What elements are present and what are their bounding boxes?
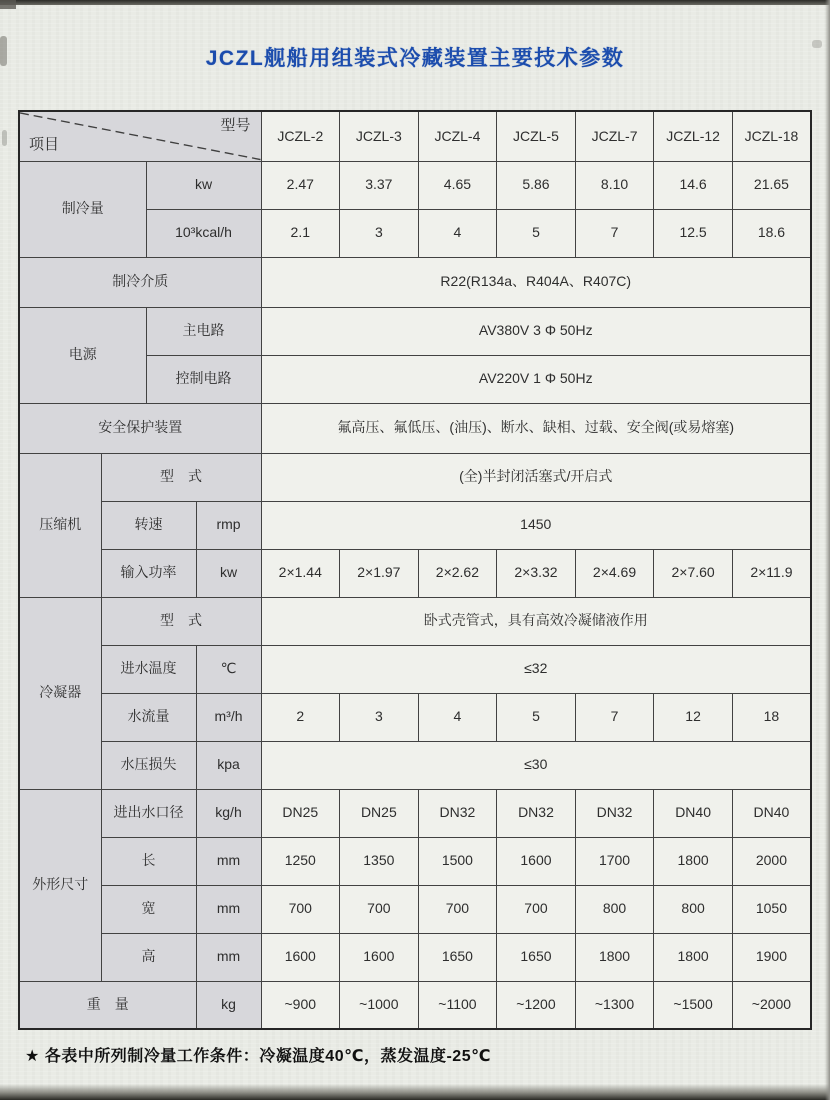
sub-label-condenser-type: 型 式 xyxy=(101,597,261,645)
cooling-kw-value: 8.10 xyxy=(575,161,654,209)
pressure-loss-value: ≤30 xyxy=(261,741,811,789)
width-value: 700 xyxy=(261,885,340,933)
label-safety-devices: 安全保护装置 xyxy=(19,403,261,453)
unit-mm: mm xyxy=(196,837,261,885)
model-header: JCZL-5 xyxy=(497,111,576,161)
safety-devices-value: 氟高压、氟低压、(油压)、断水、缺相、过载、安全阀(或易熔塞) xyxy=(261,403,811,453)
water-port-value: DN40 xyxy=(732,789,811,837)
sub-label-kcal: 10³kcal/h xyxy=(146,209,261,257)
cooling-kw-row xyxy=(19,161,811,209)
unit-m3h: m³/h xyxy=(196,693,261,741)
cooling-kcal-value: 3 xyxy=(340,209,419,257)
weight-value: ~1200 xyxy=(497,981,576,1029)
header-row xyxy=(19,111,811,161)
unit-kw: kw xyxy=(196,549,261,597)
weight-value: ~1300 xyxy=(575,981,654,1029)
sub-label-control-circuit: 控制电路 xyxy=(146,355,261,403)
weight-value: ~1100 xyxy=(418,981,497,1029)
refrigerant-row xyxy=(19,257,811,307)
unit-mm: mm xyxy=(196,933,261,981)
scan-edge-right xyxy=(825,0,830,1100)
model-header: JCZL-4 xyxy=(418,111,497,161)
height-value: 1800 xyxy=(654,933,733,981)
width-value: 1050 xyxy=(732,885,811,933)
group-label-condenser: 冷凝器 xyxy=(19,597,101,789)
sub-label-water-port: 进出水口径 xyxy=(101,789,196,837)
cooling-kw-value: 3.37 xyxy=(340,161,419,209)
model-header: JCZL-12 xyxy=(654,111,733,161)
cooling-kw-value: 21.65 xyxy=(732,161,811,209)
water-port-value: DN32 xyxy=(575,789,654,837)
scan-edge-top xyxy=(0,0,830,5)
safety-row xyxy=(19,403,811,453)
cooling-kcal-value: 4 xyxy=(418,209,497,257)
width-value: 700 xyxy=(340,885,419,933)
inlet-temp-value: ≤32 xyxy=(261,645,811,693)
group-label-compressor: 压缩机 xyxy=(19,453,101,597)
model-header: JCZL-2 xyxy=(261,111,340,161)
length-value: 1350 xyxy=(340,837,419,885)
compressor-speed-row xyxy=(19,501,811,549)
group-label-power: 电源 xyxy=(19,307,146,403)
sub-label-speed: 转速 xyxy=(101,501,196,549)
input-power-value: 2×7.60 xyxy=(654,549,733,597)
model-header: JCZL-3 xyxy=(340,111,419,161)
scan-smudge xyxy=(0,0,16,9)
length-value: 1500 xyxy=(418,837,497,885)
water-port-value: DN25 xyxy=(340,789,419,837)
water-flow-value: 18 xyxy=(732,693,811,741)
inlet-temp-row xyxy=(19,645,811,693)
page-title: JCZL舰船用组装式冷藏装置主要技术参数 xyxy=(205,47,625,70)
water-port-row xyxy=(19,789,811,837)
height-value: 1800 xyxy=(575,933,654,981)
condenser-type-value: 卧式壳管式，具有高效冷凝储液作用 xyxy=(261,597,811,645)
input-power-value: 2×2.62 xyxy=(418,549,497,597)
corner-header-cell xyxy=(19,111,261,161)
sub-label-inlet-temp: 进水温度 xyxy=(101,645,196,693)
height-row xyxy=(19,933,811,981)
power-main-row xyxy=(19,307,811,355)
length-value: 1800 xyxy=(654,837,733,885)
cooling-kcal-value: 7 xyxy=(575,209,654,257)
weight-value: ~2000 xyxy=(732,981,811,1029)
compressor-type-value: (全)半封闭活塞式/开启式 xyxy=(261,453,811,501)
sub-label-length: 长 xyxy=(101,837,196,885)
unit-kpa: kpa xyxy=(196,741,261,789)
unit-kgh: kg/h xyxy=(196,789,261,837)
width-value: 700 xyxy=(418,885,497,933)
model-header: JCZL-18 xyxy=(732,111,811,161)
scan-smudge xyxy=(2,130,7,146)
height-value: 1600 xyxy=(340,933,419,981)
water-flow-value: 7 xyxy=(575,693,654,741)
water-flow-row xyxy=(19,693,811,741)
spec-table xyxy=(18,110,812,1030)
height-value: 1650 xyxy=(418,933,497,981)
cooling-kw-value: 5.86 xyxy=(497,161,576,209)
water-port-value: DN32 xyxy=(497,789,576,837)
height-value: 1600 xyxy=(261,933,340,981)
height-value: 1900 xyxy=(732,933,811,981)
weight-value: ~1500 xyxy=(654,981,733,1029)
compressor-speed-value: 1450 xyxy=(261,501,811,549)
corner-label-items: 项目 xyxy=(29,135,60,153)
sub-label-water-flow: 水流量 xyxy=(101,693,196,741)
unit-rmp: rmp xyxy=(196,501,261,549)
width-row xyxy=(19,885,811,933)
water-flow-value: 2 xyxy=(261,693,340,741)
weight-value: ~900 xyxy=(261,981,340,1029)
cooling-kw-value: 2.47 xyxy=(261,161,340,209)
compressor-power-row xyxy=(19,549,811,597)
length-value: 2000 xyxy=(732,837,811,885)
width-value: 700 xyxy=(497,885,576,933)
cooling-kcal-value: 5 xyxy=(497,209,576,257)
refrigerant-value: R22(R134a、R404A、R407C) xyxy=(261,257,811,307)
cooling-kcal-value: 18.6 xyxy=(732,209,811,257)
cooling-kcal-value: 12.5 xyxy=(654,209,733,257)
weight-value: ~1000 xyxy=(340,981,419,1029)
condenser-type-row xyxy=(19,597,811,645)
unit-kg: kg xyxy=(196,981,261,1029)
pressure-loss-row xyxy=(19,741,811,789)
compressor-type-row xyxy=(19,453,811,501)
group-label-dimensions: 外形尺寸 xyxy=(19,789,101,981)
sub-label-main-circuit: 主电路 xyxy=(146,307,261,355)
sub-label-kw: kw xyxy=(146,161,261,209)
group-label-cooling-capacity: 制冷量 xyxy=(19,161,146,257)
length-value: 1700 xyxy=(575,837,654,885)
width-value: 800 xyxy=(654,885,733,933)
water-flow-value: 5 xyxy=(497,693,576,741)
width-value: 800 xyxy=(575,885,654,933)
input-power-value: 2×1.44 xyxy=(261,549,340,597)
main-circuit-value: AV380V 3 Φ 50Hz xyxy=(261,307,811,355)
sub-label-height: 高 xyxy=(101,933,196,981)
sub-label-pressure-loss: 水压损失 xyxy=(101,741,196,789)
height-value: 1650 xyxy=(497,933,576,981)
water-flow-value: 3 xyxy=(340,693,419,741)
scan-edge-bottom xyxy=(0,1084,830,1100)
water-flow-value: 12 xyxy=(654,693,733,741)
length-value: 1250 xyxy=(261,837,340,885)
water-port-value: DN40 xyxy=(654,789,733,837)
cooling-kw-value: 4.65 xyxy=(418,161,497,209)
unit-mm: mm xyxy=(196,885,261,933)
input-power-value: 2×1.97 xyxy=(340,549,419,597)
sub-label-input-power: 输入功率 xyxy=(101,549,196,597)
water-port-value: DN32 xyxy=(418,789,497,837)
label-weight: 重 量 xyxy=(19,981,196,1029)
input-power-value: 2×3.32 xyxy=(497,549,576,597)
corner-label-model: 型号 xyxy=(220,117,251,134)
length-value: 1600 xyxy=(497,837,576,885)
input-power-value: 2×11.9 xyxy=(732,549,811,597)
water-flow-value: 4 xyxy=(418,693,497,741)
model-header: JCZL-7 xyxy=(575,111,654,161)
cooling-kcal-value: 2.1 xyxy=(261,209,340,257)
sub-label-width: 宽 xyxy=(101,885,196,933)
label-refrigerant: 制冷介质 xyxy=(19,257,261,307)
input-power-value: 2×4.69 xyxy=(575,549,654,597)
length-row xyxy=(19,837,811,885)
control-circuit-value: AV220V 1 Φ 50Hz xyxy=(261,355,811,403)
cooling-kw-value: 14.6 xyxy=(654,161,733,209)
water-port-value: DN25 xyxy=(261,789,340,837)
weight-row xyxy=(19,981,811,1029)
sub-label-compressor-type: 型 式 xyxy=(101,453,261,501)
footnote: ★ 各表中所列制冷量工作条件：冷凝温度40℃，蒸发温度-25℃ xyxy=(25,1048,491,1065)
unit-celsius: ℃ xyxy=(196,645,261,693)
